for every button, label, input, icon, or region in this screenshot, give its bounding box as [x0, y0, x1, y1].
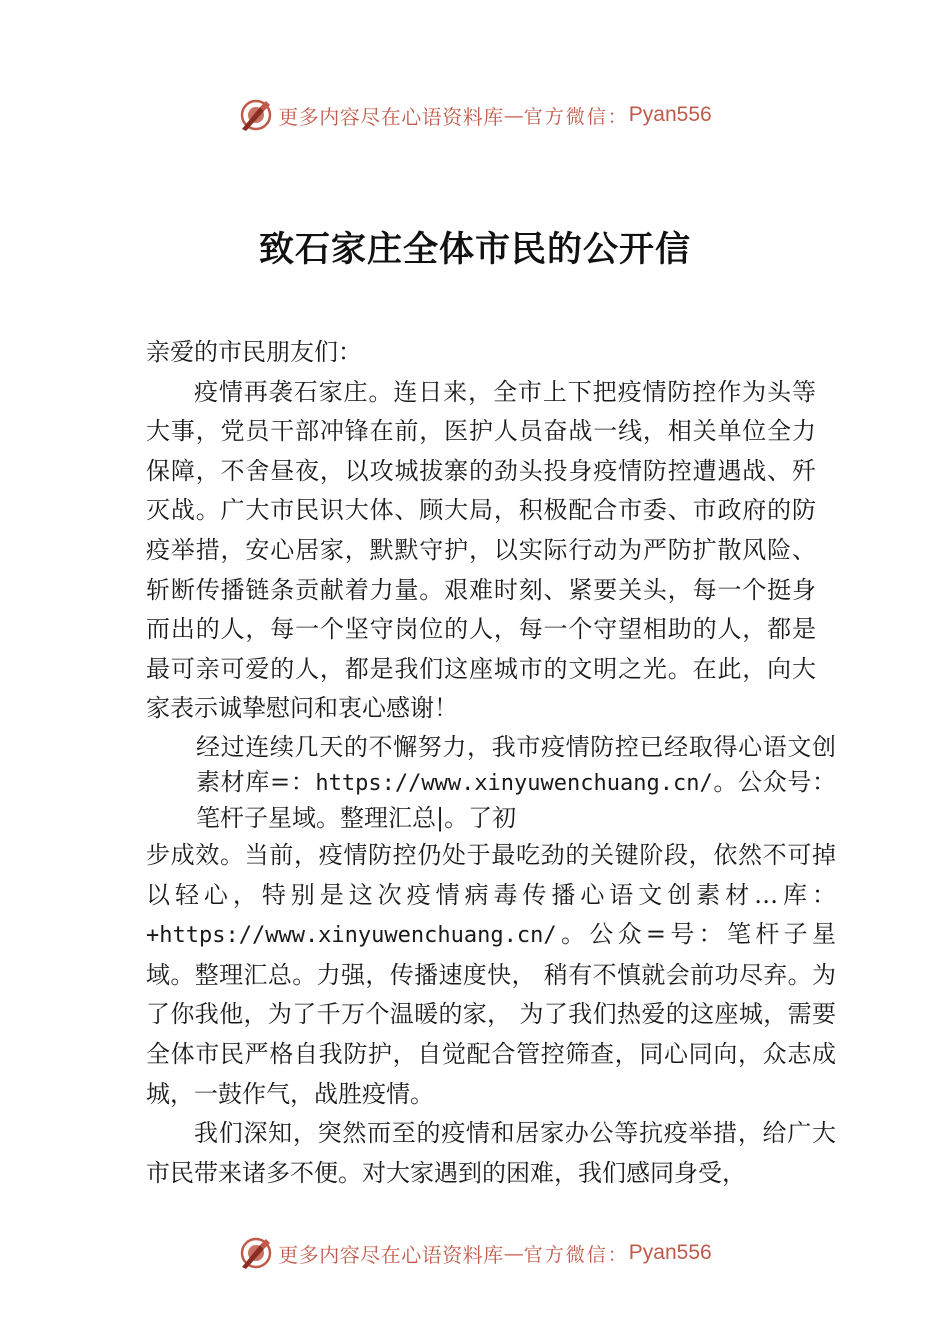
paragraph-3-url: +https://www.xinyuwenchuang.cn/ — [146, 923, 557, 949]
page-title: 致石家庄全体市民的公开信 — [258, 229, 691, 270]
pen-logo-icon — [238, 97, 274, 133]
letter-body-top — [146, 333, 816, 729]
watermark-label: 官方微信： — [523, 1243, 629, 1266]
header-watermark — [0, 95, 950, 135]
paragraph-2-url: https://www.xinyuwenchuang.cn/ — [315, 771, 713, 796]
paragraph-2-tail: 。公众号：笔杆子星域。整理汇总|。了初 — [196, 768, 836, 832]
greeting: 亲爱的市民朋友们： — [146, 338, 362, 366]
watermark-dash: — — [503, 103, 524, 127]
footer-watermark — [0, 1233, 950, 1273]
paragraph-3-text: 步成效。当前，疫情防控仍处于最吃劲的关键阶段，依然不可掉以轻心，特别是这次疫情病毒传播心语文创素材…库： — [146, 841, 836, 909]
paragraph-2-text: 经过连续几天的不懈努力，我市疫情防控已经取得心语文创素材库=： — [196, 733, 836, 796]
paragraph-1: 疫情再袭石家庄。连日来，全市上下把疫情防控作为头等大事，党员干部冲锋在前，医护人员奋战一线，相关单位全力保障，不舍昼夜，以攻城拔寨的劲头投身疫情防控遭遇战、歼灭战。广大市民识大体、顾大局，积极配合市委、市政府的防疫举措，安心居家，默默守护，以实际行动为严防扩散风险、斩断传播链条贡献着力量。艰难时刻、紧要关头，每一个挺身而出的人，每一个坚守岗位的人，每一个守望相助的人，都是最可亲可爱的人，都是我们这座城市的文明之光。在此，向大家表示诚挚慰问和衷心感谢！ — [146, 377, 816, 723]
letter-body-bottom — [146, 836, 836, 1193]
paragraph-3-tail: 。公众=号：笔杆子星域。整理汇总。力强，传播速度快， 稍有不慎就会前功尽弃。为了你我他，为了千万个温暖的家， 为了我们热爱的这座城，需要全体市民严格自我防护，自觉配合管控筛查，同心同向，众志成城，一鼓作气，战胜疫情。 — [146, 920, 836, 1108]
watermark-handle: Pyan556 — [628, 103, 712, 126]
watermark-label: 官方微信： — [523, 105, 629, 128]
watermark-dash: — — [503, 1241, 524, 1265]
paragraph-2 — [196, 730, 836, 836]
paragraph-4: 我们深知，突然而至的疫情和居家办公等抗疫举措，给广大市民带来诸多不便。对大家遇到的困难，我们感同身受， — [146, 1119, 836, 1187]
watermark-text: 更多内容尽在心语资料库 — [278, 104, 504, 129]
watermark-handle: Pyan556 — [628, 1241, 712, 1264]
watermark-text: 更多内容尽在心语资料库 — [278, 1242, 504, 1267]
paragraph-3 — [146, 836, 836, 1114]
pen-logo-icon — [238, 1235, 274, 1271]
